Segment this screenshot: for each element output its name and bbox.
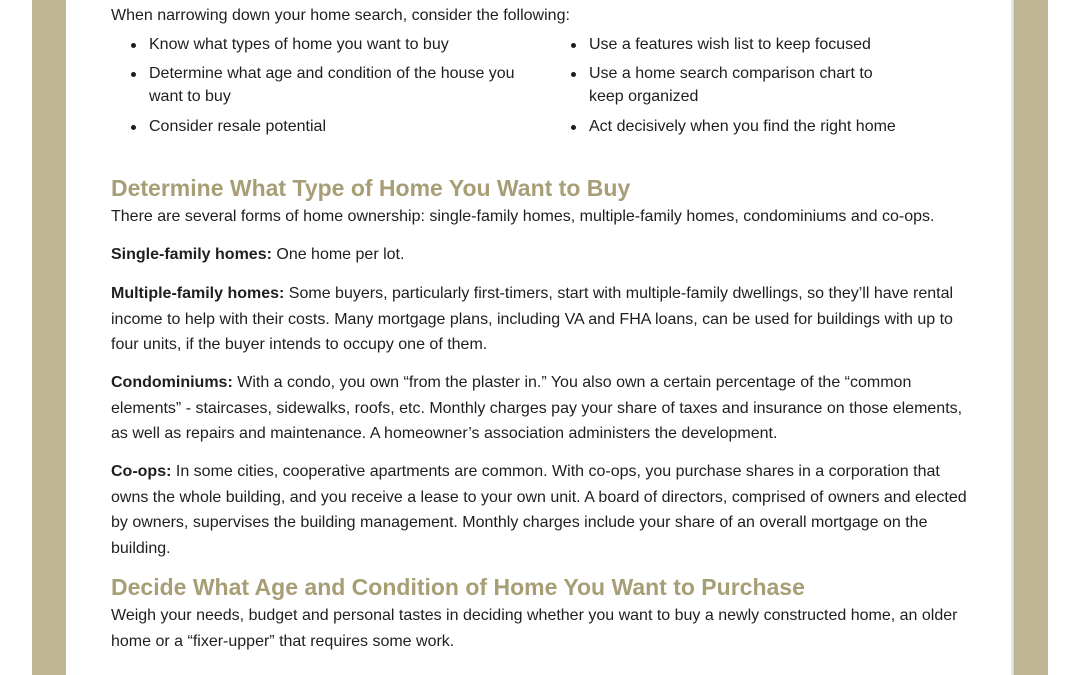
definition-text: Some buyers, particularly first-timers, start with multiple-family dwellings, so they’ll have rental income to help with their costs. Many mortgage plans, including VA and FHA loans, can be used for buildings with up to four units, if the buyer intends to occupy one of them. (111, 285, 954, 353)
definition-text: In some cities, cooperative apartments are common. With co-ops, you purchase shares in a corporation that owns the whole building, and you receive a lease to your own unit. A board of directors, comprised of owners and elected by owners, supervises the building management. Monthly charges include your share of an overall mortgage on the building. (111, 463, 967, 557)
list-item (131, 115, 529, 138)
checklist (111, 33, 981, 143)
list-item-text: Use a features wish list to keep focused (589, 36, 871, 53)
bullet-icon (571, 72, 576, 77)
definition-term: Multiple-family homes: (111, 285, 285, 302)
definition-term: Co-ops: (111, 463, 172, 480)
list-item-text: Consider resale potential (149, 118, 326, 135)
list-item-text: Determine what age and condition of the house you want to buy (149, 65, 515, 105)
definition-text: With a condo, you own “from the plaster in.” You also own a certain percentage of the “common elements” - staircases, sidewalks, roofs, etc. Monthly charges pay your share of taxes and insurance on those elements, as well as repairs and maintenance. A homeowner’s association administers the development. (111, 374, 963, 442)
bullet-icon (571, 43, 576, 48)
document-page (66, 0, 1010, 675)
definition-multiple-family (111, 281, 973, 358)
definition-term: Condominiums: (111, 374, 233, 391)
list-item (571, 115, 949, 138)
left-border-band (32, 0, 66, 675)
bullet-icon (131, 72, 136, 77)
list-item (131, 62, 529, 108)
list-item-text: Know what types of home you want to buy (149, 36, 449, 53)
definition-text: One home per lot. (271, 246, 405, 263)
section-text: Weigh your needs, budget and personal tastes in deciding whether you want to buy a newly constructed home, an older home or a “fixer-upper” that requires some work. (111, 607, 958, 650)
list-item (571, 33, 919, 56)
right-border-band (1014, 0, 1048, 675)
definition-term: Single-family homes: (111, 246, 272, 263)
list-item-text: Use a home search comparison chart to keep organized (589, 65, 873, 105)
definition-co-ops (111, 459, 973, 561)
bullet-icon (131, 125, 136, 130)
list-item (131, 33, 529, 56)
section-heading: Determine What Type of Home You Want to Buy (111, 175, 631, 201)
list-item-text: Act decisively when you find the right home (589, 118, 896, 135)
definition-single-family (111, 242, 973, 268)
intro-text: When narrowing down your home search, consider the following: (111, 7, 570, 24)
section-intro: There are several forms of home ownership: single-family homes, multiple-family homes, condominiums and co-ops. (111, 208, 935, 225)
bullet-icon (571, 125, 576, 130)
definition-condominiums (111, 370, 973, 447)
list-item (571, 62, 899, 108)
section-heading: Decide What Age and Condition of Home You Want to Purchase (111, 574, 805, 600)
bullet-icon (131, 43, 136, 48)
